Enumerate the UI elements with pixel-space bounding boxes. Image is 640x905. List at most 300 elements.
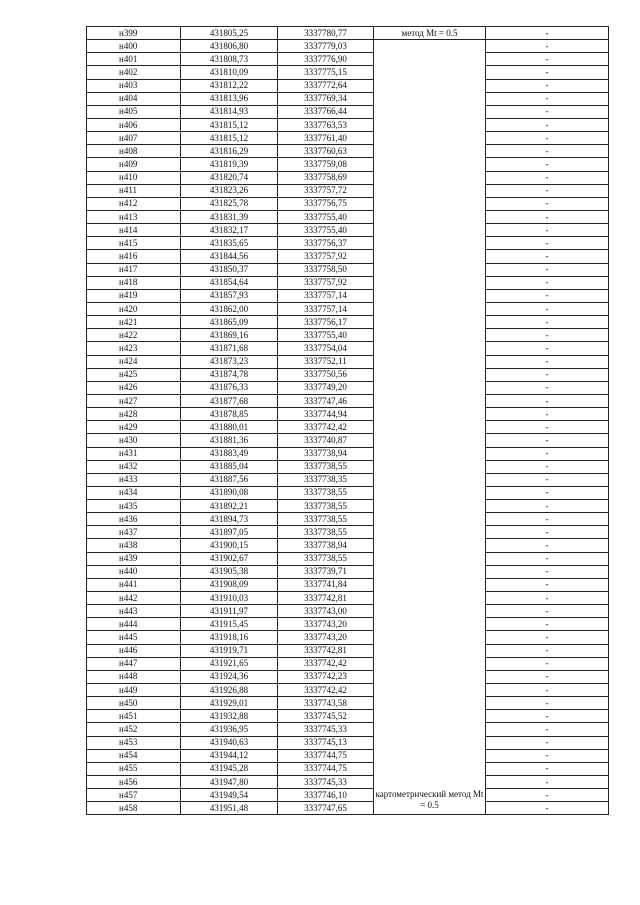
x-coordinate-cell: 431900,15 — [181, 539, 278, 552]
x-coordinate-cell: 431816,29 — [181, 145, 278, 158]
x-coordinate-cell: 431949,54 — [181, 789, 278, 802]
dash-cell: - — [486, 486, 609, 499]
dash-cell: - — [486, 118, 609, 131]
dash-cell: - — [486, 250, 609, 263]
x-coordinate-cell: 431878,85 — [181, 408, 278, 421]
x-coordinate-cell: 431910,03 — [181, 592, 278, 605]
point-id-cell: н416 — [87, 250, 181, 263]
x-coordinate-cell: 431806,80 — [181, 40, 278, 53]
table-row — [87, 526, 609, 539]
y-coordinate-cell: 3337743,20 — [278, 618, 374, 631]
x-coordinate-cell: 431915,45 — [181, 618, 278, 631]
table-row — [87, 316, 609, 329]
point-id-cell: н431 — [87, 447, 181, 460]
dash-cell: - — [486, 342, 609, 355]
y-coordinate-cell: 3337757,14 — [278, 289, 374, 302]
table-row — [87, 171, 609, 184]
dash-cell: - — [486, 473, 609, 486]
point-id-cell: н405 — [87, 105, 181, 118]
point-id-cell: н419 — [87, 289, 181, 302]
method-cell — [374, 368, 486, 381]
table-row — [87, 605, 609, 618]
table-row — [87, 66, 609, 79]
point-id-cell: н444 — [87, 618, 181, 631]
point-id-cell: н449 — [87, 684, 181, 697]
point-id-cell: н454 — [87, 749, 181, 762]
y-coordinate-cell: 3337754,04 — [278, 342, 374, 355]
method-cell — [374, 381, 486, 394]
point-id-cell: н411 — [87, 184, 181, 197]
y-coordinate-cell: 3337766,44 — [278, 105, 374, 118]
dash-cell: - — [486, 316, 609, 329]
table-row — [87, 762, 609, 775]
method-cell — [374, 736, 486, 749]
dash-cell: - — [486, 408, 609, 421]
table-row — [87, 210, 609, 223]
table-row — [87, 197, 609, 210]
table-row — [87, 40, 609, 53]
method-cell — [374, 723, 486, 736]
y-coordinate-cell: 3337744,75 — [278, 762, 374, 775]
method-cell — [374, 79, 486, 92]
point-id-cell: н426 — [87, 381, 181, 394]
point-id-cell: н412 — [87, 197, 181, 210]
y-coordinate-cell: 3337760,63 — [278, 145, 374, 158]
dash-cell: - — [486, 53, 609, 66]
table-row — [87, 421, 609, 434]
x-coordinate-cell: 431873,23 — [181, 355, 278, 368]
method-cell — [374, 460, 486, 473]
dash-cell: - — [486, 631, 609, 644]
y-coordinate-cell: 3337738,55 — [278, 460, 374, 473]
x-coordinate-cell: 431874,78 — [181, 368, 278, 381]
method-cell — [374, 118, 486, 131]
method-cell — [374, 473, 486, 486]
table-row — [87, 644, 609, 657]
table-row — [87, 565, 609, 578]
dash-cell: - — [486, 289, 609, 302]
method-cell — [374, 749, 486, 762]
dash-cell: - — [486, 605, 609, 618]
x-coordinate-cell: 431819,39 — [181, 158, 278, 171]
y-coordinate-cell: 3337756,75 — [278, 197, 374, 210]
table-row — [87, 657, 609, 670]
y-coordinate-cell: 3337761,40 — [278, 132, 374, 145]
method-cell — [374, 565, 486, 578]
x-coordinate-cell: 431947,80 — [181, 776, 278, 789]
table-row — [87, 184, 609, 197]
point-id-cell: н414 — [87, 224, 181, 237]
dash-cell: - — [486, 670, 609, 683]
y-coordinate-cell: 3337743,58 — [278, 697, 374, 710]
method-cell — [374, 592, 486, 605]
x-coordinate-cell: 431857,93 — [181, 289, 278, 302]
coordinates-table — [86, 26, 609, 815]
y-coordinate-cell: 3337745,33 — [278, 776, 374, 789]
point-id-cell: н402 — [87, 66, 181, 79]
method-label-bottom: картометрический метод Mt = 0.5 — [375, 789, 484, 811]
x-coordinate-cell: 431908,09 — [181, 578, 278, 591]
method-cell — [374, 158, 486, 171]
point-id-cell: н435 — [87, 500, 181, 513]
point-id-cell: н446 — [87, 644, 181, 657]
y-coordinate-cell: 3337740,87 — [278, 434, 374, 447]
method-cell — [374, 263, 486, 276]
method-cell — [374, 302, 486, 315]
dash-cell: - — [486, 105, 609, 118]
y-coordinate-cell: 3337738,35 — [278, 473, 374, 486]
table-row — [87, 263, 609, 276]
method-cell — [374, 53, 486, 66]
dash-cell: - — [486, 210, 609, 223]
table-row — [87, 710, 609, 723]
x-coordinate-cell: 431812,22 — [181, 79, 278, 92]
method-cell — [374, 670, 486, 683]
table-row — [87, 355, 609, 368]
method-cell — [374, 657, 486, 670]
y-coordinate-cell: 3337757,92 — [278, 276, 374, 289]
method-cell — [374, 329, 486, 342]
y-coordinate-cell: 3337775,15 — [278, 66, 374, 79]
method-cell — [374, 197, 486, 210]
method-cell — [374, 486, 486, 499]
y-coordinate-cell: 3337772,64 — [278, 79, 374, 92]
point-id-cell: н409 — [87, 158, 181, 171]
table-row — [87, 460, 609, 473]
method-cell — [374, 447, 486, 460]
point-id-cell: н455 — [87, 762, 181, 775]
x-coordinate-cell: 431813,96 — [181, 92, 278, 105]
y-coordinate-cell: 3337747,65 — [278, 802, 374, 815]
point-id-cell: н406 — [87, 118, 181, 131]
point-id-cell: н442 — [87, 592, 181, 605]
y-coordinate-cell: 3337755,40 — [278, 329, 374, 342]
x-coordinate-cell: 431815,12 — [181, 118, 278, 131]
x-coordinate-cell: 431871,68 — [181, 342, 278, 355]
method-cell — [374, 92, 486, 105]
method-cell-top — [374, 27, 486, 40]
y-coordinate-cell: 3337742,42 — [278, 684, 374, 697]
method-cell — [374, 355, 486, 368]
dash-cell: - — [486, 762, 609, 775]
point-id-cell: н439 — [87, 552, 181, 565]
table-row — [87, 618, 609, 631]
table-row — [87, 158, 609, 171]
y-coordinate-cell: 3337746,10 — [278, 789, 374, 802]
method-cell — [374, 105, 486, 118]
point-id-cell: н399 — [87, 27, 181, 40]
table-row — [87, 500, 609, 513]
y-coordinate-cell: 3337745,33 — [278, 723, 374, 736]
dash-cell: - — [486, 355, 609, 368]
table-row — [87, 408, 609, 421]
table-row — [87, 802, 609, 815]
point-id-cell: н432 — [87, 460, 181, 473]
dash-cell: - — [486, 434, 609, 447]
x-coordinate-cell: 431911,97 — [181, 605, 278, 618]
x-coordinate-cell: 431814,93 — [181, 105, 278, 118]
table-row — [87, 329, 609, 342]
table-row — [87, 381, 609, 394]
point-id-cell: н415 — [87, 237, 181, 250]
point-id-cell: н448 — [87, 670, 181, 683]
method-cell — [374, 513, 486, 526]
y-coordinate-cell: 3337769,34 — [278, 92, 374, 105]
table-row — [87, 368, 609, 381]
x-coordinate-cell: 431825,78 — [181, 197, 278, 210]
point-id-cell: н437 — [87, 526, 181, 539]
y-coordinate-cell: 3337757,14 — [278, 302, 374, 315]
y-coordinate-cell: 3337744,75 — [278, 749, 374, 762]
dash-cell: - — [486, 145, 609, 158]
point-id-cell: н422 — [87, 329, 181, 342]
x-coordinate-cell: 431883,49 — [181, 447, 278, 460]
dash-cell: - — [486, 66, 609, 79]
table-row — [87, 697, 609, 710]
method-cell — [374, 184, 486, 197]
table-row — [87, 789, 609, 802]
method-cell — [374, 710, 486, 723]
y-coordinate-cell: 3337745,52 — [278, 710, 374, 723]
y-coordinate-cell: 3337759,08 — [278, 158, 374, 171]
point-id-cell: н408 — [87, 145, 181, 158]
dash-cell: - — [486, 802, 609, 815]
point-id-cell: н440 — [87, 565, 181, 578]
y-coordinate-cell: 3337738,55 — [278, 486, 374, 499]
point-id-cell: н413 — [87, 210, 181, 223]
x-coordinate-cell: 431823,26 — [181, 184, 278, 197]
table-row — [87, 684, 609, 697]
dash-cell: - — [486, 381, 609, 394]
table-row — [87, 592, 609, 605]
table-row — [87, 631, 609, 644]
table-row — [87, 276, 609, 289]
table-row — [87, 486, 609, 499]
method-cell — [374, 40, 486, 53]
y-coordinate-cell: 3337758,69 — [278, 171, 374, 184]
y-coordinate-cell: 3337776,90 — [278, 53, 374, 66]
dash-cell: - — [486, 578, 609, 591]
x-coordinate-cell: 431865,09 — [181, 316, 278, 329]
point-id-cell: н407 — [87, 132, 181, 145]
point-id-cell: н434 — [87, 486, 181, 499]
dash-cell: - — [486, 368, 609, 381]
y-coordinate-cell: 3337756,17 — [278, 316, 374, 329]
dash-cell: - — [486, 644, 609, 657]
method-cell — [374, 224, 486, 237]
dash-cell: - — [486, 723, 609, 736]
point-id-cell: н452 — [87, 723, 181, 736]
dash-cell: - — [486, 184, 609, 197]
dash-cell: - — [486, 710, 609, 723]
y-coordinate-cell: 3337738,94 — [278, 447, 374, 460]
x-coordinate-cell: 431929,01 — [181, 697, 278, 710]
method-cell — [374, 408, 486, 421]
point-id-cell: н401 — [87, 53, 181, 66]
method-cell-bottom — [374, 789, 486, 815]
x-coordinate-cell: 431876,33 — [181, 381, 278, 394]
table-row — [87, 342, 609, 355]
coordinates-table-body — [87, 27, 609, 815]
table-row — [87, 723, 609, 736]
x-coordinate-cell: 431936,95 — [181, 723, 278, 736]
table-row — [87, 578, 609, 591]
dash-cell: - — [486, 27, 609, 40]
point-id-cell: н433 — [87, 473, 181, 486]
table-row — [87, 224, 609, 237]
y-coordinate-cell: 3337738,55 — [278, 526, 374, 539]
y-coordinate-cell: 3337747,46 — [278, 394, 374, 407]
dash-cell: - — [486, 394, 609, 407]
point-id-cell: н430 — [87, 434, 181, 447]
x-coordinate-cell: 431850,37 — [181, 263, 278, 276]
point-id-cell: н428 — [87, 408, 181, 421]
point-id-cell: н457 — [87, 789, 181, 802]
y-coordinate-cell: 3337763,53 — [278, 118, 374, 131]
x-coordinate-cell: 431854,64 — [181, 276, 278, 289]
point-id-cell: н429 — [87, 421, 181, 434]
table-row — [87, 145, 609, 158]
table-row — [87, 670, 609, 683]
dash-cell: - — [486, 565, 609, 578]
method-cell — [374, 762, 486, 775]
method-cell — [374, 434, 486, 447]
table-row — [87, 27, 609, 40]
y-coordinate-cell: 3337756,37 — [278, 237, 374, 250]
y-coordinate-cell: 3337738,55 — [278, 552, 374, 565]
x-coordinate-cell: 431877,68 — [181, 394, 278, 407]
point-id-cell: н453 — [87, 736, 181, 749]
x-coordinate-cell: 431831,39 — [181, 210, 278, 223]
method-label-top: метод Mt = 0.5 — [401, 28, 458, 38]
x-coordinate-cell: 431951,48 — [181, 802, 278, 815]
point-id-cell: н445 — [87, 631, 181, 644]
table-row — [87, 552, 609, 565]
dash-cell: - — [486, 158, 609, 171]
point-id-cell: н424 — [87, 355, 181, 368]
method-cell — [374, 316, 486, 329]
table-row — [87, 105, 609, 118]
dash-cell: - — [486, 749, 609, 762]
y-coordinate-cell: 3337743,00 — [278, 605, 374, 618]
table-row — [87, 92, 609, 105]
dash-cell: - — [486, 500, 609, 513]
x-coordinate-cell: 431815,12 — [181, 132, 278, 145]
dash-cell: - — [486, 79, 609, 92]
y-coordinate-cell: 3337738,94 — [278, 539, 374, 552]
point-id-cell: н438 — [87, 539, 181, 552]
point-id-cell: н450 — [87, 697, 181, 710]
point-id-cell: н451 — [87, 710, 181, 723]
method-cell — [374, 500, 486, 513]
dash-cell: - — [486, 526, 609, 539]
x-coordinate-cell: 431820,74 — [181, 171, 278, 184]
y-coordinate-cell: 3337742,81 — [278, 592, 374, 605]
dash-cell: - — [486, 657, 609, 670]
y-coordinate-cell: 3337757,72 — [278, 184, 374, 197]
table-row — [87, 447, 609, 460]
x-coordinate-cell: 431945,28 — [181, 762, 278, 775]
point-id-cell: н425 — [87, 368, 181, 381]
method-cell — [374, 237, 486, 250]
method-cell — [374, 776, 486, 789]
method-cell — [374, 421, 486, 434]
method-cell — [374, 66, 486, 79]
dash-cell: - — [486, 460, 609, 473]
method-cell — [374, 132, 486, 145]
x-coordinate-cell: 431918,16 — [181, 631, 278, 644]
table-row — [87, 79, 609, 92]
dash-cell: - — [486, 40, 609, 53]
x-coordinate-cell: 431880,01 — [181, 421, 278, 434]
method-cell — [374, 605, 486, 618]
method-cell — [374, 210, 486, 223]
method-cell — [374, 289, 486, 302]
y-coordinate-cell: 3337755,40 — [278, 210, 374, 223]
dash-cell: - — [486, 618, 609, 631]
point-id-cell: н410 — [87, 171, 181, 184]
x-coordinate-cell: 431862,00 — [181, 302, 278, 315]
table-row — [87, 250, 609, 263]
x-coordinate-cell: 431902,67 — [181, 552, 278, 565]
x-coordinate-cell: 431924,36 — [181, 670, 278, 683]
method-cell — [374, 631, 486, 644]
table-row — [87, 776, 609, 789]
y-coordinate-cell: 3337738,55 — [278, 513, 374, 526]
x-coordinate-cell: 431894,73 — [181, 513, 278, 526]
point-id-cell: н400 — [87, 40, 181, 53]
x-coordinate-cell: 431919,71 — [181, 644, 278, 657]
dash-cell: - — [486, 224, 609, 237]
point-id-cell: н427 — [87, 394, 181, 407]
y-coordinate-cell: 3337739,71 — [278, 565, 374, 578]
x-coordinate-cell: 431890,08 — [181, 486, 278, 499]
x-coordinate-cell: 431926,88 — [181, 684, 278, 697]
y-coordinate-cell: 3337750,56 — [278, 368, 374, 381]
method-cell — [374, 578, 486, 591]
x-coordinate-cell: 431932,88 — [181, 710, 278, 723]
x-coordinate-cell: 431808,73 — [181, 53, 278, 66]
method-cell — [374, 276, 486, 289]
point-id-cell: н417 — [87, 263, 181, 276]
y-coordinate-cell: 3337742,23 — [278, 670, 374, 683]
x-coordinate-cell: 431905,38 — [181, 565, 278, 578]
dash-cell: - — [486, 789, 609, 802]
y-coordinate-cell: 3337780,77 — [278, 27, 374, 40]
y-coordinate-cell: 3337741,84 — [278, 578, 374, 591]
table-row — [87, 513, 609, 526]
point-id-cell: н443 — [87, 605, 181, 618]
method-cell — [374, 697, 486, 710]
point-id-cell: н441 — [87, 578, 181, 591]
table-row — [87, 289, 609, 302]
point-id-cell: н418 — [87, 276, 181, 289]
y-coordinate-cell: 3337742,81 — [278, 644, 374, 657]
dash-cell: - — [486, 276, 609, 289]
y-coordinate-cell: 3337742,42 — [278, 421, 374, 434]
y-coordinate-cell: 3337745,13 — [278, 736, 374, 749]
dash-cell: - — [486, 736, 609, 749]
table-row — [87, 132, 609, 145]
dash-cell: - — [486, 237, 609, 250]
x-coordinate-cell: 431835,65 — [181, 237, 278, 250]
point-id-cell: н436 — [87, 513, 181, 526]
dash-cell: - — [486, 92, 609, 105]
dash-cell: - — [486, 776, 609, 789]
y-coordinate-cell: 3337743,20 — [278, 631, 374, 644]
x-coordinate-cell: 431921,65 — [181, 657, 278, 670]
dash-cell: - — [486, 447, 609, 460]
